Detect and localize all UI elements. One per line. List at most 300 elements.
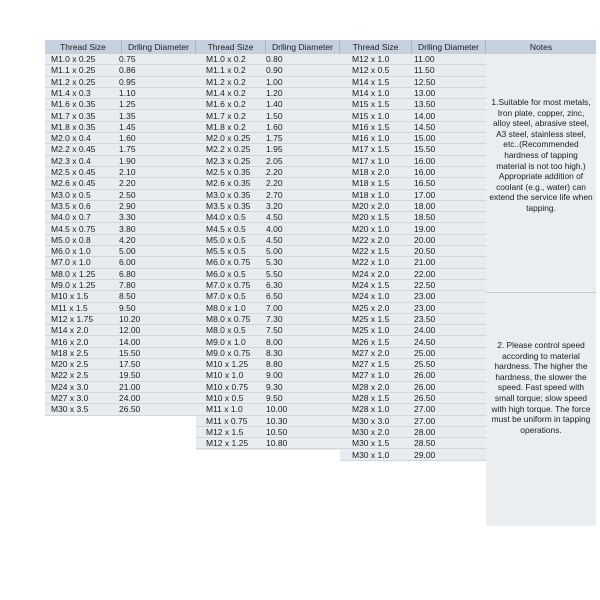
thread-size-cell: M12 x 1.25 (206, 438, 249, 449)
thread-size-cell: M4.5 x 0.5 (206, 223, 246, 234)
thread-size-cell: M15 x 1.0 (352, 110, 390, 121)
thread-size-cell: M4.5 x 0.75 (51, 223, 96, 234)
thread-size-cell: M1.0 x 0.25 (51, 54, 96, 64)
thread-size-cell: M5.5 x 0.5 (206, 246, 246, 257)
table-row (340, 133, 486, 144)
table-row (340, 224, 486, 235)
drilling-diameter-cell: 23.50 (414, 313, 436, 324)
drilling-diameter-cell: 1.50 (266, 110, 283, 121)
drilling-diameter-cell: 1.25 (119, 99, 136, 110)
drilling-diameter-cell: 3.20 (266, 200, 283, 211)
table-row (45, 156, 196, 167)
table-row (340, 280, 486, 291)
thread-size-cell: M2.5 x 0.45 (51, 167, 96, 177)
table-row (340, 167, 486, 178)
drilling-diameter-cell: 17.50 (119, 359, 141, 370)
thread-size-cell: M4.0 x 0.5 (206, 212, 246, 223)
drilling-diameter-cell: 0.75 (119, 54, 136, 64)
drilling-diameter-cell: 7.50 (266, 325, 283, 336)
drilling-diameter-cell: 6.50 (266, 291, 283, 302)
thread-size-cell: M22 x 2.5 (51, 370, 89, 381)
drilling-diameter-cell: 1.35 (119, 110, 136, 121)
drilling-diameter-cell: 26.00 (414, 381, 436, 392)
drilling-diameter-cell: 11.00 (414, 54, 435, 64)
drilling-diameter-cell: 23.00 (414, 302, 436, 313)
thread-size-cell: M7.0 x 0.5 (206, 291, 246, 302)
thread-size-cell: M8.0 x 1.0 (206, 302, 246, 313)
header-thread-size-1: Thread Size (45, 40, 122, 54)
table-row (45, 65, 196, 76)
thread-size-cell: M14 x 1.0 (352, 87, 390, 98)
drilling-diameter-cell: 1.60 (266, 121, 283, 132)
table-row (196, 54, 340, 65)
thread-size-cell: M14 x 2.0 (51, 325, 89, 336)
table-group-1 (45, 54, 196, 416)
thread-size-cell: M2.3 x 0.4 (51, 155, 91, 166)
table-row (196, 133, 340, 144)
drilling-diameter-cell: 22.50 (414, 280, 436, 290)
table-row (340, 257, 486, 268)
drilling-diameter-cell: 8.30 (266, 347, 283, 358)
table-row (45, 224, 196, 235)
drilling-diameter-cell: 4.50 (266, 234, 283, 245)
table-row (196, 88, 340, 99)
drilling-diameter-cell: 14.00 (414, 110, 436, 121)
drilling-diameter-cell: 19.00 (414, 223, 436, 234)
drilling-diameter-cell: 9.50 (266, 393, 283, 403)
table-row (340, 404, 486, 415)
thread-size-cell: M17 x 1.0 (352, 155, 390, 166)
table-row (340, 99, 486, 110)
thread-size-cell: M30 x 1.0 (352, 449, 390, 460)
drilling-diameter-cell: 8.50 (119, 291, 136, 302)
table-row (196, 303, 340, 314)
drilling-diameter-cell: 9.50 (119, 302, 136, 313)
drilling-diameter-cell: 1.95 (266, 144, 283, 155)
table-row (45, 246, 196, 257)
thread-size-cell: M1.0 x 0.2 (206, 54, 246, 64)
thread-size-cell: M30 x 2.0 (352, 426, 390, 437)
table-row (45, 235, 196, 246)
drilling-diameter-cell: 21.00 (119, 381, 141, 392)
thread-size-cell: M2.2 x 0.25 (206, 144, 251, 155)
drilling-diameter-cell: 4.20 (119, 234, 136, 245)
thread-size-cell: M12 x 1.0 (352, 54, 390, 64)
thread-size-cell: M1.7 x 0.2 (206, 110, 246, 121)
thread-size-cell: M28 x 1.0 (352, 404, 390, 415)
drilling-diameter-cell: 24.00 (119, 393, 141, 403)
thread-size-cell: M1.4 x 0.2 (206, 87, 246, 98)
thread-size-cell: M15 x 1.5 (352, 99, 390, 110)
thread-size-cell: M2.0 x 0.4 (51, 133, 91, 144)
thread-size-cell: M20 x 1.0 (352, 223, 390, 234)
drilling-diameter-cell: 6.30 (266, 280, 283, 290)
drilling-diameter-cell: 3.30 (119, 212, 136, 223)
drilling-diameter-cell: 5.50 (266, 268, 283, 279)
thread-size-cell: M5.0 x 0.8 (51, 234, 91, 245)
drilling-diameter-cell: 16.00 (414, 155, 436, 166)
table-row (196, 314, 340, 325)
thread-size-cell: M27 x 2.0 (352, 347, 390, 358)
table-row (196, 382, 340, 393)
table-row (340, 370, 486, 381)
thread-size-cell: M25 x 1.0 (352, 325, 390, 336)
table-row (196, 122, 340, 133)
table-row (340, 144, 486, 155)
thread-size-cell: M16 x 1.5 (352, 121, 390, 132)
drilling-diameter-cell: 9.00 (266, 370, 283, 381)
table-row (340, 54, 486, 65)
thread-size-cell: M7.0 x 1.0 (51, 257, 91, 268)
table-row (196, 404, 340, 415)
thread-size-cell: M6.0 x 1.0 (51, 246, 91, 257)
thread-size-cell: M11 x 1.5 (51, 302, 88, 313)
drilling-diameter-cell: 10.80 (266, 438, 288, 449)
drilling-diameter-cell: 2.70 (266, 189, 283, 200)
table-row (45, 122, 196, 133)
thread-size-cell: M11 x 1.0 (206, 404, 243, 415)
thread-size-cell: M30 x 3.0 (352, 415, 390, 426)
drilling-diameter-cell: 15.50 (414, 144, 436, 155)
thread-size-cell: M1.2 x 0.25 (51, 76, 96, 87)
thread-size-cell: M1.4 x 0.3 (51, 87, 91, 98)
table-row (340, 201, 486, 212)
thread-size-cell: M9.0 x 1.0 (206, 336, 246, 347)
thread-size-cell: M22 x 1.0 (352, 257, 390, 268)
thread-size-cell: M22 x 2.0 (352, 234, 390, 245)
table-row (340, 382, 486, 393)
table-row (45, 314, 196, 325)
thread-size-cell: M1.1 x 0.25 (51, 65, 96, 76)
table-row (45, 348, 196, 359)
thread-size-cell: M24 x 1.0 (352, 291, 390, 302)
drilling-diameter-cell: 14.50 (414, 121, 436, 132)
table-row (45, 280, 196, 291)
thread-size-cell: M10 x 1.5 (51, 291, 89, 302)
thread-size-cell: M12 x 1.5 (206, 426, 244, 437)
thread-size-cell: M27 x 1.0 (352, 370, 390, 381)
table-row (45, 144, 196, 155)
drilling-diameter-cell: 5.30 (266, 257, 283, 268)
drilling-diameter-cell: 26.50 (119, 404, 141, 415)
table-row (340, 416, 486, 427)
thread-size-cell: M16 x 1.0 (352, 133, 390, 144)
drilling-diameter-cell: 23.00 (414, 291, 436, 302)
thread-size-cell: M8.0 x 0.5 (206, 325, 246, 336)
drilling-diameter-cell: 28.50 (414, 438, 436, 449)
header-drilling-diameter-3: Drlling Diameter (412, 40, 486, 54)
thread-size-cell: M20 x 2.5 (51, 359, 89, 370)
drilling-diameter-cell: 15.00 (414, 133, 436, 144)
table-row (196, 427, 340, 438)
table-row (340, 337, 486, 348)
thread-size-cell: M25 x 2.0 (352, 302, 390, 313)
drilling-diameter-cell: 4.50 (266, 212, 283, 223)
drilling-diameter-cell: 27.00 (414, 404, 436, 415)
table-row (45, 325, 196, 336)
drilling-diameter-cell: 27.00 (414, 415, 436, 426)
table-row (196, 438, 340, 449)
drilling-diameter-cell: 7.30 (266, 313, 283, 324)
drilling-diameter-cell: 1.00 (266, 76, 283, 87)
table-row (196, 190, 340, 201)
header-drilling-diameter-2: Drlling Diameter (266, 40, 340, 54)
thread-size-cell: M2.0 x 0.25 (206, 133, 251, 144)
drilling-diameter-cell: 12.50 (414, 76, 436, 87)
thread-size-cell: M17 x 1.5 (352, 144, 390, 155)
table-row (45, 88, 196, 99)
table-row (196, 337, 340, 348)
thread-size-cell: M9.0 x 1.25 (51, 280, 96, 290)
drilling-diameter-cell: 24.50 (414, 336, 436, 347)
drilling-diameter-cell: 17.00 (414, 189, 436, 200)
table-row (196, 212, 340, 223)
table-row (45, 337, 196, 348)
thread-size-cell: M18 x 1.0 (352, 189, 390, 200)
thread-size-cell: M2.5 x 0.35 (206, 167, 251, 177)
table-row (340, 269, 486, 280)
table-row (196, 269, 340, 280)
table-row (196, 246, 340, 257)
table-row (340, 348, 486, 359)
table-row (45, 382, 196, 393)
table-row (196, 224, 340, 235)
drilling-diameter-cell: 14.00 (119, 336, 141, 347)
drilling-diameter-cell: 16.00 (414, 167, 436, 177)
drilling-diameter-cell: 20.00 (414, 234, 436, 245)
drilling-diameter-cell: 10.20 (119, 313, 141, 324)
thread-size-cell: M24 x 1.5 (352, 280, 390, 290)
table-row (45, 370, 196, 381)
drilling-diameter-cell: 0.90 (266, 65, 283, 76)
table-row (45, 111, 196, 122)
drilling-diameter-cell: 2.20 (266, 167, 283, 177)
table-row (340, 325, 486, 336)
table-row (340, 303, 486, 314)
drilling-diameter-cell: 18.00 (414, 200, 436, 211)
thread-size-cell: M4.0 x 0.7 (51, 212, 91, 223)
table-group-2 (196, 54, 340, 450)
table-row (45, 133, 196, 144)
table-row (340, 393, 486, 404)
drilling-diameter-cell: 2.20 (119, 178, 136, 189)
table-row (340, 427, 486, 438)
table-row (340, 190, 486, 201)
thread-size-cell: M2.2 x 0.45 (51, 144, 96, 155)
table-row (340, 438, 486, 449)
thread-size-cell: M28 x 2.0 (352, 381, 390, 392)
thread-size-cell: M1.1 x 0.2 (206, 65, 246, 76)
table-row (340, 77, 486, 88)
table-row (196, 370, 340, 381)
thread-size-cell: M11 x 0.75 (206, 415, 248, 426)
thread-size-cell: M3.0 x 0.35 (206, 189, 251, 200)
table-row (340, 212, 486, 223)
thread-size-cell: M1.6 x 0.35 (51, 99, 96, 110)
drilling-diameter-cell: 5.00 (119, 246, 136, 257)
thread-size-cell: M12 x 1.75 (51, 313, 94, 324)
table-row (340, 235, 486, 246)
drilling-diameter-cell: 24.00 (414, 325, 436, 336)
thread-size-cell: M26 x 1.5 (352, 336, 390, 347)
drilling-diameter-cell: 1.45 (119, 121, 136, 132)
table-row (340, 450, 486, 461)
table-row (340, 111, 486, 122)
note-speed-control: 2. Please control speed according to material hardness. The higher the hardness, the slower the speed. Fast speed with small torque; slow speed with high torque. The force must be uniform in tapping operations. (486, 293, 596, 526)
thread-size-cell: M16 x 2.0 (51, 336, 89, 347)
drilling-diameter-cell: 28.00 (414, 426, 436, 437)
table-row (45, 190, 196, 201)
drilling-diameter-cell: 1.90 (119, 155, 136, 166)
drilling-diameter-cell: 2.90 (119, 200, 136, 211)
table-row (196, 235, 340, 246)
table-row (45, 54, 196, 65)
table-row (340, 314, 486, 325)
drilling-diameter-cell: 25.50 (414, 359, 436, 370)
drilling-diameter-cell: 1.40 (266, 99, 283, 110)
table-row (45, 393, 196, 404)
drilling-diameter-cell: 18.50 (414, 212, 436, 223)
thread-size-cell: M7.0 x 0.75 (206, 280, 251, 290)
thread-size-cell: M30 x 1.5 (352, 438, 390, 449)
thread-size-cell: M18 x 2.0 (352, 167, 390, 177)
drilling-diameter-cell: 1.75 (266, 133, 283, 144)
thread-size-cell: M10 x 1.25 (206, 359, 249, 370)
thread-size-cell: M5.0 x 0.5 (206, 234, 246, 245)
thread-size-cell: M2.6 x 0.45 (51, 178, 96, 189)
table-row (45, 77, 196, 88)
header-drilling-diameter-1: Drlling Diameter (122, 40, 196, 54)
drilling-diameter-cell: 2.50 (119, 189, 136, 200)
thread-size-cell: M10 x 0.75 (206, 381, 249, 392)
drilling-diameter-cell: 8.80 (266, 359, 283, 370)
table-row (196, 393, 340, 404)
drilling-diameter-cell: 26.50 (414, 393, 436, 403)
table-row (196, 416, 340, 427)
table-row (340, 122, 486, 133)
table-row (45, 269, 196, 280)
drilling-diameter-cell: 1.20 (266, 87, 283, 98)
thread-size-cell: M6.0 x 0.75 (206, 257, 251, 268)
drilling-diameter-cell: 3.80 (119, 223, 136, 234)
table-row (340, 156, 486, 167)
drilling-diameter-cell: 10.00 (266, 404, 288, 415)
table-row (45, 212, 196, 223)
drilling-diameter-cell: 2.05 (266, 155, 283, 166)
thread-size-cell: M1.7 x 0.35 (51, 110, 96, 121)
thread-size-cell: M28 x 1.5 (352, 393, 390, 403)
drilling-diameter-cell: 0.80 (266, 54, 283, 64)
table-row (196, 291, 340, 302)
thread-size-cell: M30 x 3.5 (51, 404, 89, 415)
drilling-diameter-cell: 5.00 (266, 246, 283, 257)
table-row (196, 144, 340, 155)
thread-size-cell: M8.0 x 0.75 (206, 313, 251, 324)
drilling-diameter-cell: 21.00 (414, 257, 436, 268)
table-row (340, 65, 486, 76)
drilling-diameter-cell: 20.50 (414, 246, 436, 257)
table-row (196, 201, 340, 212)
drilling-diameter-cell: 13.00 (414, 87, 436, 98)
thread-size-cell: M18 x 1.5 (352, 178, 390, 189)
thread-size-cell: M22 x 1.5 (352, 246, 390, 257)
drilling-diameter-cell: 22.00 (414, 268, 436, 279)
table-row (45, 167, 196, 178)
thread-size-cell: M8.0 x 1.25 (51, 268, 96, 279)
drilling-diameter-cell: 25.00 (414, 347, 436, 358)
note-general-use: 1.Suitable for most metals, Iron plate, copper, zinc, alloy steel, abrasive steel, A3 steel, stainless steel, etc..(Recommended hardness of tapping material is not too high.) Appropriate addition of coolant (e.g., water) can extend the service life when tapping. (486, 54, 596, 292)
table-row (45, 291, 196, 302)
table-row (340, 359, 486, 370)
drilling-diameter-cell: 7.80 (119, 280, 136, 290)
drilling-diameter-cell: 19.50 (119, 370, 141, 381)
thread-size-cell: M2.3 x 0.25 (206, 155, 251, 166)
thread-size-cell: M25 x 1.5 (352, 313, 390, 324)
table-row (45, 99, 196, 110)
drilling-diameter-cell: 1.75 (119, 144, 136, 155)
drilling-diameter-cell: 2.10 (119, 167, 136, 177)
thread-size-cell: M18 x 2.5 (51, 347, 89, 358)
table-row (196, 65, 340, 76)
thread-size-cell: M1.6 x 0.2 (206, 99, 246, 110)
table-row (196, 111, 340, 122)
thread-size-cell: M6.0 x 0.5 (206, 268, 246, 279)
table-row (196, 77, 340, 88)
thread-size-cell: M12 x 0.5 (352, 65, 390, 76)
drilling-diameter-cell: 2.20 (266, 178, 283, 189)
table-row (45, 257, 196, 268)
table-row (340, 246, 486, 257)
table-row (340, 88, 486, 99)
drilling-diameter-cell: 0.86 (119, 65, 136, 76)
drilling-diameter-cell: 1.60 (119, 133, 136, 144)
thread-size-cell: M24 x 2.0 (352, 268, 390, 279)
thread-size-cell: M27 x 3.0 (51, 393, 89, 403)
table-row (196, 156, 340, 167)
table-row (340, 291, 486, 302)
header-thread-size-2: Thread Size (196, 40, 266, 54)
table-row (45, 359, 196, 370)
drilling-diameter-cell: 16.50 (414, 178, 436, 189)
table-row (196, 178, 340, 189)
table-row (196, 348, 340, 359)
drilling-diameter-cell: 6.00 (119, 257, 136, 268)
table-row (196, 257, 340, 268)
drilling-diameter-cell: 8.00 (266, 336, 283, 347)
table-row (45, 178, 196, 189)
thread-size-cell: M3.0 x 0.5 (51, 189, 91, 200)
thread-size-cell: M1.8 x 0.2 (206, 121, 246, 132)
table-row (45, 303, 196, 314)
thread-size-cell: M2.6 x 0.35 (206, 178, 251, 189)
thread-size-cell: M27 x 1.5 (352, 359, 390, 370)
thread-size-cell: M10 x 0.5 (206, 393, 244, 403)
drilling-diameter-cell: 6.80 (119, 268, 136, 279)
drilling-diameter-cell: 10.50 (266, 426, 288, 437)
table-row (196, 167, 340, 178)
table-row (196, 280, 340, 291)
thread-size-cell: M20 x 2.0 (352, 200, 390, 211)
drilling-diameter-cell: 29.00 (414, 449, 436, 460)
thread-size-cell: M1.8 x 0.35 (51, 121, 96, 132)
drilling-diameter-cell: 13.50 (414, 99, 436, 110)
table-row (340, 178, 486, 189)
thread-size-cell: M20 x 1.5 (352, 212, 390, 223)
drilling-diameter-cell: 4.00 (266, 223, 283, 234)
drilling-diameter-cell: 1.10 (119, 87, 136, 98)
drilling-diameter-cell: 15.50 (119, 347, 141, 358)
drilling-diameter-cell: 12.00 (119, 325, 141, 336)
